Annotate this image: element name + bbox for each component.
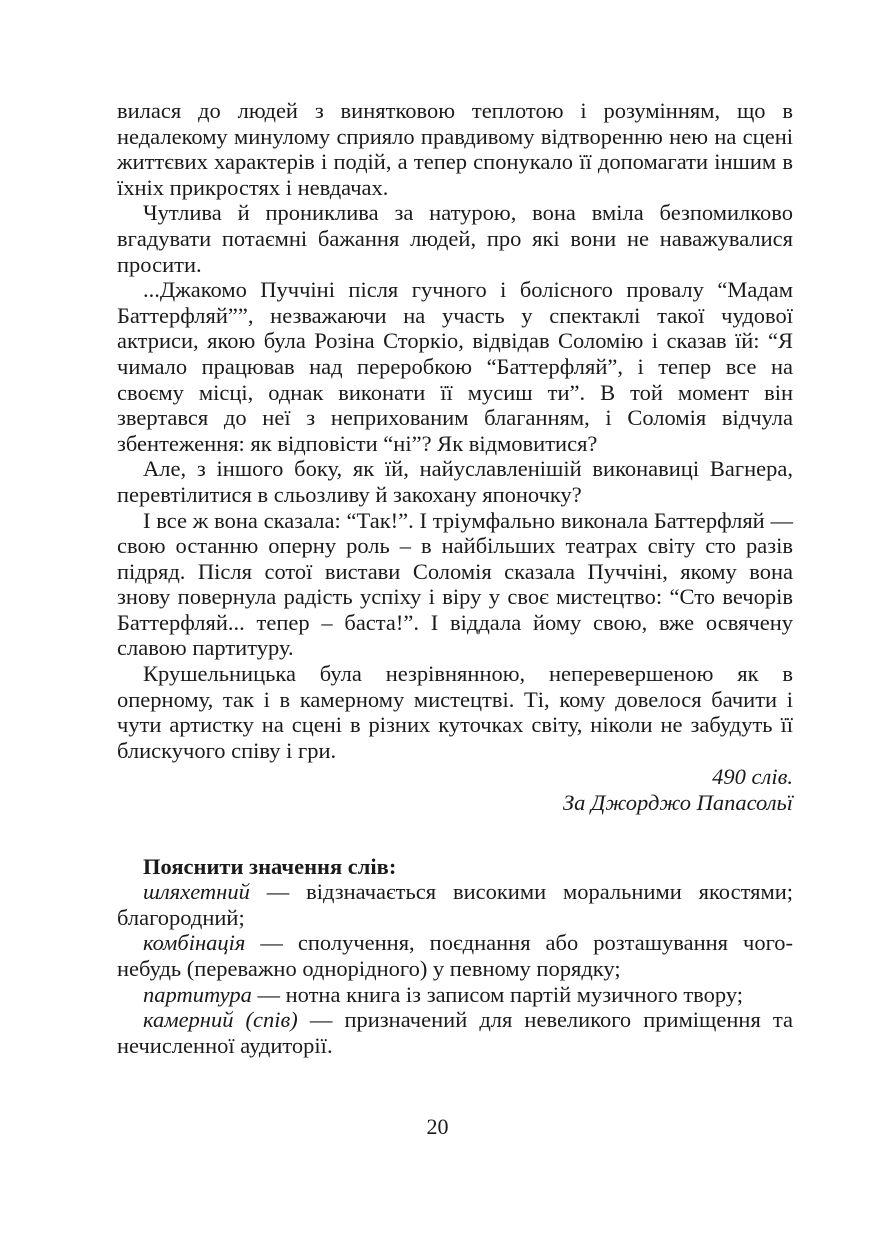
- vocabulary-entry: [117, 982, 793, 1008]
- word-count: 490 слів.: [712, 764, 793, 790]
- vocabulary-entry: [117, 930, 793, 981]
- source-attribution: За Джорджо Папасольї: [563, 790, 793, 816]
- vocabulary-term: комбінація: [143, 930, 246, 956]
- page-number: 20: [426, 1114, 449, 1139]
- vocabulary-entry: [117, 1007, 793, 1058]
- vocabulary-section: [117, 854, 793, 1059]
- paragraph: І все ж вона сказала: “Так!”. І тріумфально виконала Баттерфляй — свою останню оперну роль – в найбільших театрах світу сто разів підряд. Після сотої вистави Соломія сказала Пуччіні, якому вона знову повернула радість успіху і віру у своє мистецтво: “Сто вечорів Баттерфляй... тепер – баста!”. І віддала йому свою, вже освячену славою партитуру.: [117, 507, 793, 661]
- vocabulary-definition: — сполучення, поєднання або розташування чого-небудь (переважно однорідного) у певному порядку;: [117, 930, 793, 981]
- paragraph: Але, з іншого боку, як їй, найуславленішій виконавиці Вагнера, перевтілитися в сльозливу й закохану японочку?: [117, 456, 793, 507]
- page-content: [117, 98, 793, 1058]
- vocabulary-term: партитура: [143, 981, 252, 1007]
- vocabulary-definition: — нотна книга із записом партій музичного твору;: [251, 981, 744, 1007]
- vocabulary-term: камерний (спів): [143, 1007, 298, 1033]
- vocabulary-heading: Пояснити значення слів:: [143, 853, 397, 879]
- vocabulary-definition: — призначений для невеликого приміщення та нечисленної аудиторії.: [117, 1007, 793, 1058]
- vocabulary-entry: [117, 879, 793, 930]
- vocabulary-term: шляхетний: [143, 879, 250, 905]
- paragraph: ...Джакомо Пуччіні після гучного і болісного провалу “Мадам Баттерфляй””, незважаючи на участь у спектаклі такої чудової актриси, якою була Розіна Сторкіо, відвідав Соломію і сказав їй: “Я чимало працював над переробкою “Баттерфляй”, і тепер все на своєму місці, однак виконати її мусиш ти”. В той момент він звертався до неї з неприхованим благанням, і Соломія відчула збентеження: як відповісти “ні”? Як відмовитися?: [117, 277, 793, 456]
- paragraph-continuation: вилася до людей з винятковою теплотою і розумінням, що в недалекому минулому сприяло правдивому відтворенню нею на сцені життєвих характерів і подій, а тепер спонукало її допомагати іншим в їхніх прикростях і невдачах.: [117, 98, 793, 200]
- paragraph: Чутлива й прониклива за натурою, вона вміла безпомилково вгадувати потаємні бажання людей, про які вони не наважувалися просити.: [117, 200, 793, 277]
- paragraph: Крушельницька була незрівнянною, неперевершеною як в оперному, так і в камерному мистецтві. Ті, кому довелося бачити і чути артистку на сцені в різних куточках світу, ніколи не забудуть її блискучого співу і гри.: [117, 661, 793, 763]
- vocabulary-definition: — відзначається високими моральними якостями; благородний;: [117, 879, 793, 930]
- article-body: [117, 98, 793, 816]
